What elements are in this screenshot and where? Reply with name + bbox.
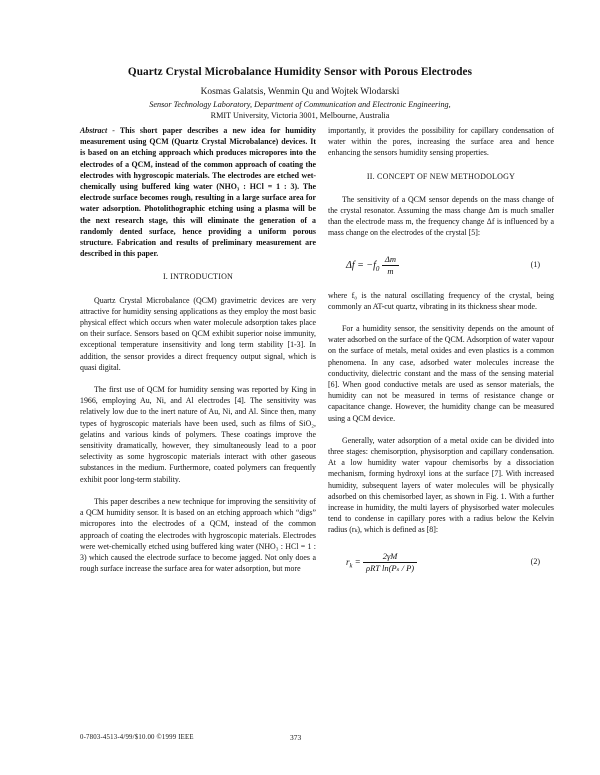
abstract-text: This short paper describes a new idea for humidity measurement using QCM (Quartz Crystal Microbalance) devices. It is based on an etching approach which produces micropores into the electrodes of a QCM, instead of the common approach of coating the electrodes with hygroscopic materials. The electrodes are etched wet-chemically using buffered king water (NHO₃ : HCl = 1 : 3). The electrode surface becomes rough, resulting in a large surface area for water adsorption. Photolithographic etching using a plasma will be the next research stage, this will eliminate the generation of a randomly dented surface, hence providing a uniform porous structure. Fabrication and results of preliminary measurement are described in this paper.	[80, 126, 316, 259]
abstract-paragraph	[80, 125, 316, 259]
affiliation-line-2: RMIT University, Victoria 3001, Melbourne, Australia	[210, 111, 390, 120]
intro-paragraph-2: The first use of QCM for humidity sensing was reported by King in 1966, employing Au, Ni, and Al electrodes [4]. The sensitivity was relatively low due to the inert nature of Au, Ni, and Al. Since then, many types of hygroscopic materials have been used, such as films of SiO₂, gelatins and various kinds of polymers. These coatings improve the sensitivity dramatically, however, they simultaneously lead to a poor selectivity as some hygroscopic materials interact with other gaseous substances in the medium. Furthermore, coated polymers can frequently exhibit poor long-term stability.	[80, 385, 316, 484]
right-column	[328, 125, 554, 587]
equation-1-expression	[346, 254, 399, 277]
equation-1	[328, 250, 554, 282]
page-number: 373	[290, 733, 302, 742]
equation-2-number: (2)	[530, 556, 540, 566]
affiliation-line-1: Sensor Technology Laboratory, Department of Communication and Electronic Engineering,	[149, 100, 451, 109]
paper-title: Quartz Crystal Microbalance Humidity Sensor with Porous Electrodes	[127, 66, 473, 78]
equation-2	[328, 547, 554, 579]
equation-2-fraction	[363, 551, 417, 574]
footer-copyright: 0-7803-4513-4/99/$10.00 ©1999 IEEE	[80, 734, 194, 741]
intro-paragraph-3-continued: importantly, it provides the possibility for capillary condensation of water within the pores, increasing the surface area and hence enhancing the sensors humidity sensing properties.	[328, 126, 554, 158]
equation-2-lhs: r	[346, 556, 350, 567]
section-heading-methodology: II. CONCEPT OF NEW METHODOLOGY	[366, 171, 516, 181]
abstract-label: Abstract -	[80, 126, 115, 135]
method-paragraph-3: For a humidity sensor, the sensitivity depends on the amount of water adsorbed on the surface of the QCM. Adsorption of water vapour on the surface of metals, metal oxides and even plastics is a common phenomena. In any case, adsorbed water molecules increase the conductivity, dielectric constant and the mass of the sensing material [6]. When good conductive metals are used as sensor materials, the humidity can not be measured in terms of resistance change or capacitance change. However, the humidity change can be measured using a QCM device.	[328, 324, 554, 423]
section-heading-introduction: I. INTRODUCTION	[162, 272, 234, 282]
intro-paragraph-1: Quartz Crystal Microbalance (QCM) gravimetric devices are very attractive for humidity sensing applications as they employ the most basic physical effect which occurs when water molecule adsorption takes place on their surface. Sensors based on QCM exhibit superior noise immunity, exceptional temperature insensitivity and long term stability [1-3]. In addition, the sensor provides a direct frequency output signal, which is quasi digital.	[80, 295, 316, 372]
left-column	[80, 125, 316, 585]
method-paragraph-1: The sensitivity of a QCM sensor depends on the mass change of the crystal resonator. Assuming the mass change Δm is much smaller than the electrode mass m, the frequency change Δf is influenced by a mass change on the electrodes of the crystal [5]:	[328, 194, 554, 238]
equation-1-subscript: 0	[375, 264, 380, 273]
method-paragraph-2: where f₀ is the natural oscillating frequency of the crystal, being commonly an AT-cut quartz, vibrating in its thickness shear mode.	[328, 290, 554, 311]
equation-2-numerator: 2γM	[363, 551, 417, 563]
equation-1-fraction	[382, 254, 399, 277]
equation-1-lhs: Δf = −f	[346, 259, 376, 271]
equation-2-subscript: k	[349, 562, 353, 570]
equation-1-number: (1)	[530, 259, 540, 269]
author-list: Kosmas Galatsis, Wenmin Qu and Wojtek Wlodarski	[200, 87, 400, 97]
method-paragraph-4: Generally, water adsorption of a metal oxide can be divided into three stages: chemisorption, physisorption and capillary condensation. At a low humidity water vapour chemisorbs by a dissociation mechanism, forming hydroxyl ions at the surface [7]. With increased humidity, subsequent layers of water molecules will be physically adsorbed on this chemisorbed layer, as shown in Fig. 1. With a further increase in humidity, the multi layers of physisorbed water molecules tend to condense in capillary pores with a radius below the Kelvin radius (rₖ), which is defined as [8]:	[328, 435, 554, 535]
equation-1-denominator: m	[387, 265, 394, 276]
equation-1-numerator: Δm	[382, 254, 399, 266]
equation-2-denominator: ρRT ln(Pₛ / P)	[365, 562, 415, 573]
equation-2-expression: $r_k$ = $\frac{2\gamma M}{\text{ρRT ln(Pₛ / P)}}$	[346, 551, 417, 574]
intro-paragraph-3: This paper describes a new technique for improving the sensitivity of a QCM humidity sensor. It is based on an etching approach which “digs” micropores into the electrodes of a QCM, instead of the common approach of coating the electrodes with hygroscopic materials. Electrodes were wet-chemically etched using buffered king water (NHO₃ : HCl = 1 : 3) which caused the electrode surface to become jagged. Not only does a rough surface increase the surface area for water adsorption, but more	[80, 496, 316, 574]
